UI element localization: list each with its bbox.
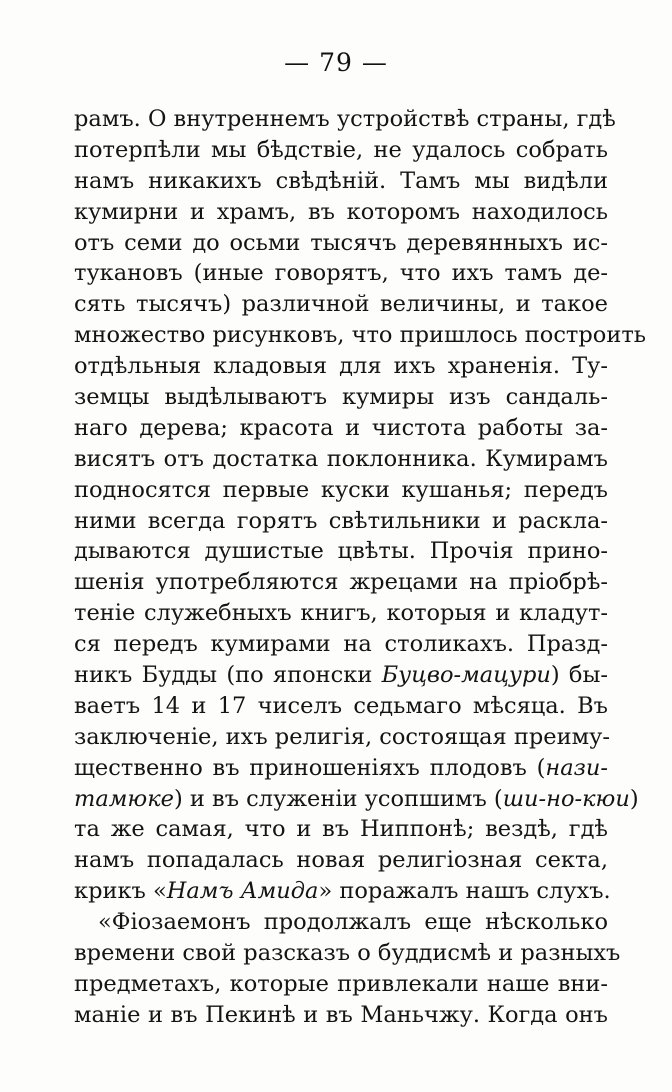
text-line: предметахъ, которые привлекали наше вни- [74, 970, 608, 997]
text-line: висятъ отъ достатка поклонника. Кумирамъ [74, 445, 608, 472]
body-text [74, 104, 647, 1031]
text-segment: » поражалъ нашъ слухъ. [318, 878, 611, 905]
text-segment: щественно въ приношеніяхъ плодовъ ( [74, 754, 546, 781]
italic-term: нази- [545, 754, 608, 781]
text-segment: ) бы- [550, 662, 608, 689]
text-line: наго дерева; красота и чистота работы за- [74, 414, 608, 441]
text-line [74, 753, 608, 784]
italic-term: тамюке [74, 785, 174, 812]
text-line [74, 876, 611, 907]
text-segment: никъ Будды (по японски [74, 662, 382, 689]
text-line: маніе и въ Пекинѣ и въ Маньчжу. Когда онъ [74, 1001, 608, 1028]
text-line: времени свой разсказъ о буддисмѣ и разныхъ [74, 940, 621, 967]
text-line: «Фіозаемонъ продолжалъ еще нѣсколько [98, 909, 608, 936]
paragraph-2 [74, 907, 621, 1031]
text-line: отъ семи до осьми тысячъ деревянныхъ ис- [74, 229, 608, 256]
text-line: сять тысячъ) различной величины, и такое [74, 291, 608, 318]
text-line [74, 660, 608, 691]
text-line [74, 784, 639, 815]
text-segment: ) [629, 785, 639, 812]
text-line: заключеніе, ихъ религія, состоящая преиму- [74, 723, 610, 750]
paragraph-1 [74, 104, 647, 907]
italic-term: ши-но-кюи [502, 785, 630, 812]
italic-term: Намъ Амида [166, 878, 319, 905]
text-line: ваетъ 14 и 17 чиселъ седьмаго мѣсяца. Въ [74, 692, 608, 719]
text-line: намъ попадалась новая религіозная секта, [74, 847, 608, 874]
text-line: земцы выдѣлываютъ кумиры изъ сандаль- [74, 384, 608, 411]
text-line: та же самая, что и въ Ниппонѣ; вездѣ, гдѣ [74, 816, 608, 843]
text-line: ся передъ кумирами на столикахъ. Празд- [74, 631, 608, 658]
text-line: кумирни и храмъ, въ которомъ находилось [74, 198, 608, 225]
text-line: множество рисунковъ, что пришлось построить [74, 322, 647, 349]
text-line: рамъ. О внутреннемъ устройствѣ страны, гдѣ [74, 106, 616, 132]
text-line: намъ никакихъ свѣдѣній. Тамъ мы видѣли [74, 167, 608, 194]
text-line: потерпѣли мы бѣдствіе, не удалось собрать [74, 136, 608, 163]
italic-term: Буцво-мацури [381, 662, 551, 689]
text-line: подносятся первые куски кушанья; передъ [74, 476, 608, 503]
page-number: — 79 — [284, 48, 388, 77]
text-line: теніе служебныхъ книгъ, которыя и кладут- [74, 600, 608, 627]
text-segment: ) и въ служеніи усопшимъ ( [173, 785, 503, 812]
text-line: ними всегда горятъ свѣтильники и раскла- [74, 507, 608, 534]
text-line: отдѣльныя кладовыя для ихъ храненія. Ту- [74, 353, 608, 380]
text-line: шенія употребляются жрецами на пріобрѣ- [74, 569, 608, 596]
text-line: дываются душистые цвѣты. Прочія прино- [74, 538, 608, 565]
text-line: тукановъ (иные говорятъ, что ихъ тамъ де- [74, 260, 608, 287]
text-segment: крикъ « [74, 878, 167, 905]
